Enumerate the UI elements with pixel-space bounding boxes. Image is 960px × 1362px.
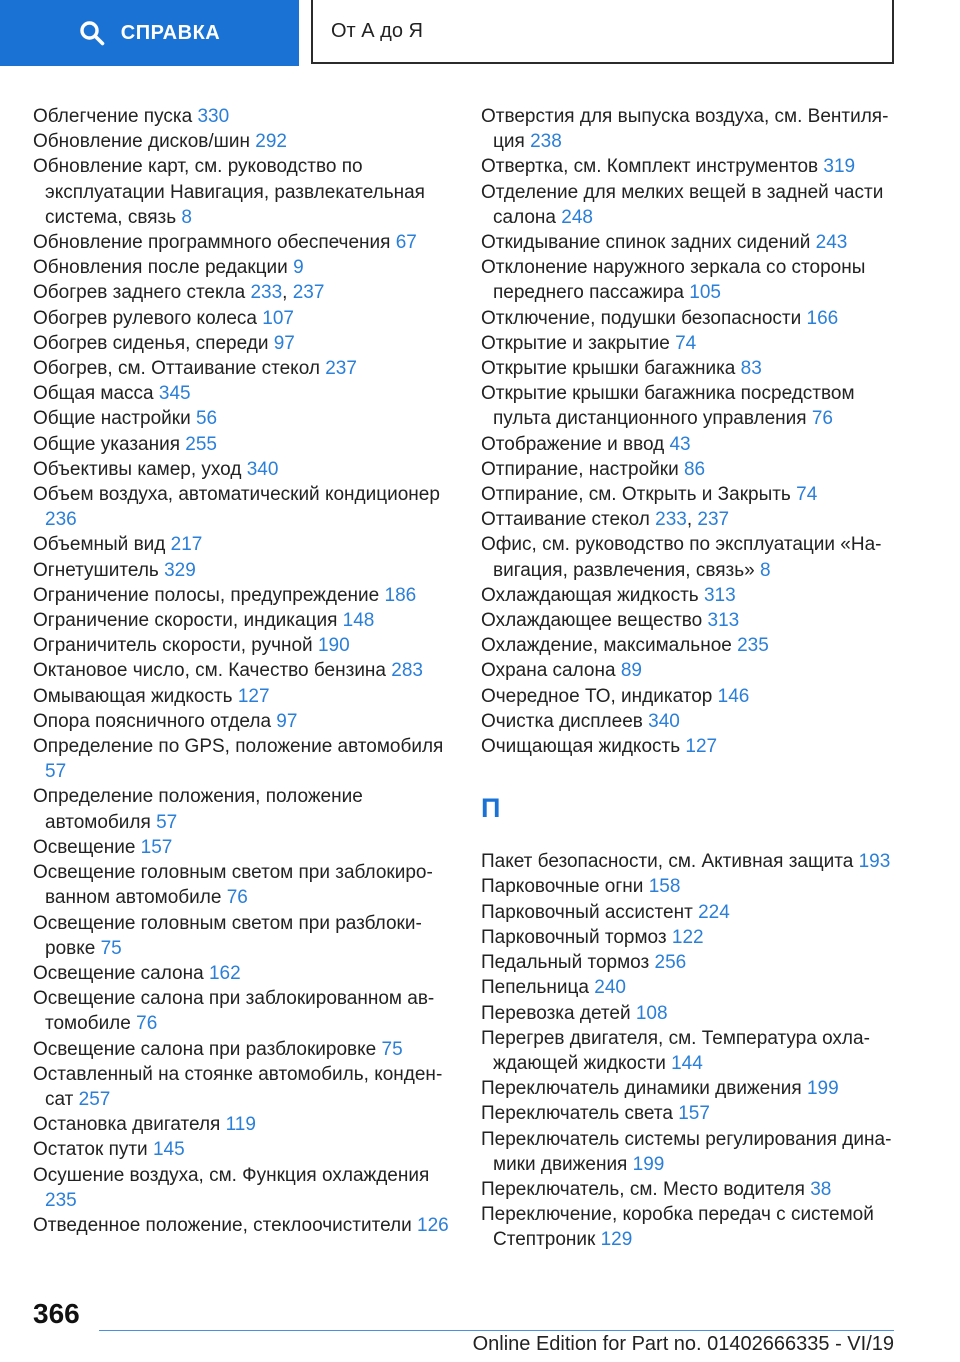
page-link[interactable]: 313 <box>707 610 740 632</box>
page-link[interactable]: 199 <box>806 1078 839 1100</box>
page-link[interactable]: 148 <box>342 610 375 632</box>
footer-divider <box>99 1330 894 1331</box>
index-term: Педальный тормоз <box>481 952 650 974</box>
index-term: Облегчение пуска <box>33 106 193 127</box>
index-entry <box>33 709 453 734</box>
index-entry <box>481 1076 911 1101</box>
index-term: Освещение салона при заблокированном автомобиле <box>33 988 435 1035</box>
header <box>0 0 960 66</box>
page-link[interactable]: 224 <box>698 901 730 923</box>
page-link[interactable]: 186 <box>384 584 417 606</box>
page-link[interactable]: 126 <box>417 1214 449 1236</box>
index-entry <box>481 306 911 331</box>
page-link[interactable]: 57 <box>45 761 67 783</box>
page-link[interactable]: 127 <box>237 685 270 707</box>
index-term: Освещение <box>33 836 136 858</box>
page-link[interactable]: 105 <box>689 282 721 304</box>
index-entry <box>481 331 911 356</box>
index-term: Оттаивание стекол <box>481 509 650 531</box>
index-entry <box>481 1202 911 1252</box>
index-entry <box>33 1213 453 1238</box>
index-entry <box>33 608 453 633</box>
page-link[interactable]: 158 <box>648 876 681 898</box>
page-link[interactable]: 146 <box>717 685 750 707</box>
index-term: Обновление дисков/шин <box>33 131 250 153</box>
page-link[interactable]: 145 <box>152 1139 185 1161</box>
index-entry <box>481 925 911 950</box>
index-entry <box>481 532 911 582</box>
page-link[interactable]: 233 <box>655 509 687 531</box>
page-link[interactable]: 237 <box>325 358 357 380</box>
page-link[interactable]: 56 <box>195 408 218 430</box>
search-icon <box>79 20 105 46</box>
index-term: Откидывание спинок задних сидений <box>481 232 811 254</box>
page-link[interactable]: 83 <box>740 358 762 380</box>
help-tab[interactable] <box>0 0 299 66</box>
index-term: Ограничитель скорости, ручной <box>33 635 313 657</box>
index-entry <box>481 154 911 179</box>
index-term: Освещение салона при разблокировке <box>33 1038 377 1060</box>
index-term: Переключение, коробка передач с системой Стептроник <box>481 1204 874 1251</box>
index-entry <box>481 633 911 658</box>
index-entry <box>33 860 453 910</box>
index-term: Освещение головным светом при разблокировке <box>33 912 422 959</box>
page-link[interactable]: 283 <box>391 660 423 682</box>
page-link[interactable]: 119 <box>225 1114 256 1136</box>
index-term: Переключатель, см. Место водителя <box>481 1178 805 1200</box>
page-link[interactable]: 235 <box>737 635 769 657</box>
index-term: Охлаждающее вещество <box>481 610 703 632</box>
page-link[interactable]: 235 <box>45 1189 77 1211</box>
index-term: Открытие и закрытие <box>481 332 670 354</box>
index-term: Пакет безопасности, см. Активная защита <box>481 851 854 873</box>
page-link[interactable]: 67 <box>395 232 417 254</box>
page-link[interactable]: 74 <box>675 332 697 354</box>
index-term: Общая масса <box>33 383 154 405</box>
page-link[interactable]: 243 <box>815 232 848 254</box>
page-link[interactable]: 75 <box>100 937 122 959</box>
section-letter: П <box>481 793 501 824</box>
index-term: Отпирание, см. Открыть и Закрыть <box>481 484 791 506</box>
index-term: Очередное ТО, индикатор <box>481 685 713 707</box>
topic-title: От А до Я <box>331 19 423 42</box>
page-link[interactable]: 86 <box>683 458 706 480</box>
index-term: Обогрев, см. Оттаивание стекол <box>33 358 320 380</box>
edition-footer: Online Edition for Part no. 01402666335 - VI/19 <box>472 1333 894 1355</box>
index-entry <box>33 784 453 834</box>
page-link[interactable]: 190 <box>317 635 350 657</box>
index-term: Очистка дисплеев <box>481 710 643 732</box>
index-entry <box>33 432 453 457</box>
index-term: Освещение головным светом при заблокированном автомобиле <box>33 862 433 909</box>
index-entry <box>481 432 911 457</box>
page-link[interactable]: 330 <box>197 106 230 127</box>
index-entry <box>33 331 453 356</box>
page-link[interactable]: 319 <box>823 156 856 178</box>
index-term: Объемный вид <box>33 534 166 556</box>
index-term: Обогрев рулевого колеса <box>33 307 257 329</box>
index-entry <box>481 709 911 734</box>
index-term: Остаток пути <box>33 1139 148 1161</box>
index-entry <box>481 1026 911 1076</box>
page-number: 366 <box>33 1298 80 1329</box>
index-term: Отпирание, настройки <box>481 458 679 480</box>
index-column-right <box>481 104 911 1253</box>
index-term: Осушение воздуха, см. Функция охлаждения <box>33 1164 430 1186</box>
index-term: Отведенное положение, стеклоочистители <box>33 1214 412 1236</box>
index-term: Очищающая жидкость <box>481 736 681 758</box>
index-term: Октановое число, см. Качество бензина <box>33 660 386 682</box>
index-entry <box>481 900 911 925</box>
page-link[interactable]: 238 <box>530 131 562 153</box>
index-term: Огнетушитель <box>33 559 159 581</box>
index-term: Переключатель динамики движения <box>481 1078 802 1100</box>
index-term: Оставленный на стоянке автомобиль, конденсат <box>33 1063 443 1110</box>
page-link[interactable]: 166 <box>806 307 839 329</box>
index-entry <box>33 406 453 431</box>
index-term: Обновление программного обеспечения <box>33 232 391 254</box>
page-link[interactable]: 233 <box>250 282 283 304</box>
index-term: Переключатель света <box>481 1103 673 1125</box>
index-term: Омывающая жидкость <box>33 685 233 707</box>
index-term: Освещение салона <box>33 962 204 984</box>
page-link[interactable]: 340 <box>648 710 680 732</box>
page-link[interactable]: 129 <box>600 1229 633 1251</box>
index-entry <box>33 104 453 129</box>
page-link[interactable]: 76 <box>136 1013 158 1035</box>
index-term: Парковочные огни <box>481 876 644 898</box>
index-entry <box>481 1001 911 1026</box>
index-term: Отключение, подушки безопасности <box>481 307 802 329</box>
index-entry <box>481 104 911 154</box>
index-term: Общие указания <box>33 433 181 455</box>
index-entry <box>33 356 453 381</box>
index-term: Обновление карт, см. руководство по эксплуатации Навигация, развлекательная система, связь <box>33 156 425 228</box>
page-link[interactable]: 144 <box>671 1052 703 1074</box>
page-link[interactable]: 237 <box>292 282 325 304</box>
page-link[interactable]: 193 <box>858 851 891 873</box>
index-term: Отверстия для выпуска воздуха, см. Вентиляция <box>481 106 889 153</box>
index-term: Остановка двигателя <box>33 1114 221 1136</box>
index-entry <box>33 532 453 557</box>
index-entry <box>33 986 453 1036</box>
index-entry <box>481 356 911 381</box>
index-term: Ограничение скорости, индикация <box>33 610 338 632</box>
page-link[interactable]: 217 <box>170 534 203 556</box>
index-entry <box>481 684 911 709</box>
index-entry <box>481 874 911 899</box>
page-link[interactable]: 240 <box>594 977 626 999</box>
index-term: Пепельница <box>481 977 589 999</box>
index-term: Отклонение наружного зеркала со стороны переднего пассажира <box>481 257 866 304</box>
index-entry <box>481 255 911 305</box>
page-link[interactable]: 340 <box>246 458 279 480</box>
index-term: Отделение для мелких вещей в задней части салона <box>481 181 884 228</box>
help-label: СПРАВКА <box>120 21 221 44</box>
index-entry <box>481 950 911 975</box>
index-term: Парковочный ассистент <box>481 901 693 923</box>
index-entry <box>33 961 453 986</box>
page-link[interactable]: 76 <box>811 408 833 430</box>
index-entry <box>481 583 911 608</box>
index-term: Перегрев двигателя, см. Температура охлаждающей жидкости <box>481 1027 870 1074</box>
index-term: Ограничение полосы, предупреждение <box>33 584 380 606</box>
page-link[interactable]: 74 <box>796 484 818 506</box>
page-link[interactable]: 292 <box>255 131 287 153</box>
index-entry <box>33 1112 453 1137</box>
index-entry <box>33 482 453 532</box>
index-entry <box>33 457 453 482</box>
index-entry <box>481 658 911 683</box>
index-term: Отображение и ввод <box>481 433 665 455</box>
page-link[interactable]: 108 <box>635 1002 668 1024</box>
page-link[interactable]: 76 <box>226 887 248 909</box>
index-entry <box>481 1127 911 1177</box>
index-entry <box>481 1101 911 1126</box>
page-link[interactable]: 256 <box>654 952 687 974</box>
page-link[interactable]: 75 <box>381 1038 403 1060</box>
page-link[interactable]: 97 <box>276 710 298 732</box>
index-term: Парковочный тормоз <box>481 926 667 948</box>
index-term: Отвертка, см. Комплект инструментов <box>481 156 819 178</box>
index-term: Перевозка детей <box>481 1002 631 1024</box>
index-term: Охрана салона <box>481 660 616 682</box>
index-entry <box>33 381 453 406</box>
index-entry <box>481 1177 911 1202</box>
page-link[interactable]: 8 <box>181 206 192 228</box>
index-entry <box>33 558 453 583</box>
index-term: Обновления после редакции <box>33 257 288 279</box>
page-link[interactable]: 255 <box>185 433 217 455</box>
index-entry <box>33 734 453 784</box>
index-term: Объективы камер, уход <box>33 458 242 480</box>
index-entry <box>481 482 911 507</box>
page-link[interactable]: 9 <box>293 257 304 279</box>
index-entry <box>33 230 453 255</box>
index-term: Опора поясничного отдела <box>33 710 272 732</box>
page-link[interactable]: 257 <box>78 1088 111 1110</box>
index-entry <box>481 180 911 230</box>
page-link[interactable]: 107 <box>262 307 294 329</box>
page-link[interactable]: 157 <box>140 836 173 858</box>
index-term: Объем воздуха, автоматический кондиционер <box>33 484 440 506</box>
page-link[interactable]: 157 <box>678 1103 710 1125</box>
page-link[interactable]: 248 <box>561 206 593 228</box>
index-entry <box>481 457 911 482</box>
index-entry <box>481 230 911 255</box>
index-column-left <box>33 104 453 1238</box>
index-entry <box>481 381 911 431</box>
index-entry <box>33 1037 453 1062</box>
page-link[interactable]: 236 <box>45 509 77 531</box>
page-link[interactable]: 162 <box>208 962 241 984</box>
page-link[interactable]: 122 <box>671 926 704 948</box>
page-link[interactable]: 127 <box>685 736 718 758</box>
index-term: Переключатель системы регулирования динамики движения <box>481 1128 892 1175</box>
page-link[interactable]: 329 <box>164 559 196 581</box>
index-entry <box>33 1137 453 1162</box>
index-term: Охлаждение, максимальное <box>481 635 732 657</box>
index-entry <box>33 1062 453 1112</box>
index-entry <box>33 154 453 230</box>
index-term: Общие настройки <box>33 408 191 430</box>
page-link[interactable]: 97 <box>273 332 295 354</box>
index-term: Обогрев сиденья, спереди <box>33 332 269 354</box>
index-entry <box>33 911 453 961</box>
page-link[interactable]: 199 <box>632 1153 665 1175</box>
index-entry: Оттаивание стекол 233, 237 <box>481 509 730 531</box>
index-entry <box>33 129 453 154</box>
index-entry <box>481 849 911 874</box>
index-entry <box>481 734 911 759</box>
index-term: Обогрев заднего стекла <box>33 282 246 304</box>
page-link[interactable]: 313 <box>703 584 736 606</box>
index-term: Открытие крышки багажника <box>481 358 736 380</box>
page-link[interactable]: 38 <box>810 1178 832 1200</box>
index-term: Офис, см. руководство по эксплуатации «Навигация, развлечения, связь» <box>481 534 882 581</box>
page-link[interactable]: 345 <box>158 383 191 405</box>
index-term: Охлаждающая жидкость <box>481 584 699 606</box>
index-term: Определение положения, положение автомобиля <box>33 786 363 833</box>
index-term: Открытие крышки багажника посредством пульта дистанционного управления <box>481 383 855 430</box>
topic-box <box>311 0 894 64</box>
page-link[interactable]: 8 <box>760 559 771 581</box>
page-link[interactable]: 57 <box>156 811 178 833</box>
index-entry <box>33 255 453 280</box>
index-entry <box>481 975 911 1000</box>
page-link[interactable]: 43 <box>669 433 691 455</box>
page-link[interactable]: 89 <box>620 660 642 682</box>
index-entry <box>33 658 453 683</box>
index-entry <box>33 583 453 608</box>
index-entry <box>33 835 453 860</box>
index-entry <box>33 684 453 709</box>
page-link[interactable]: 237 <box>697 509 730 531</box>
index-entry <box>33 1163 453 1213</box>
index-entry <box>481 608 911 633</box>
index-entry: Обогрев заднего стекла 233, 237 <box>33 282 325 304</box>
index-term: Определение по GPS, положение автомобиля <box>33 736 444 758</box>
index-entry <box>33 633 453 658</box>
index-entry <box>33 306 453 331</box>
